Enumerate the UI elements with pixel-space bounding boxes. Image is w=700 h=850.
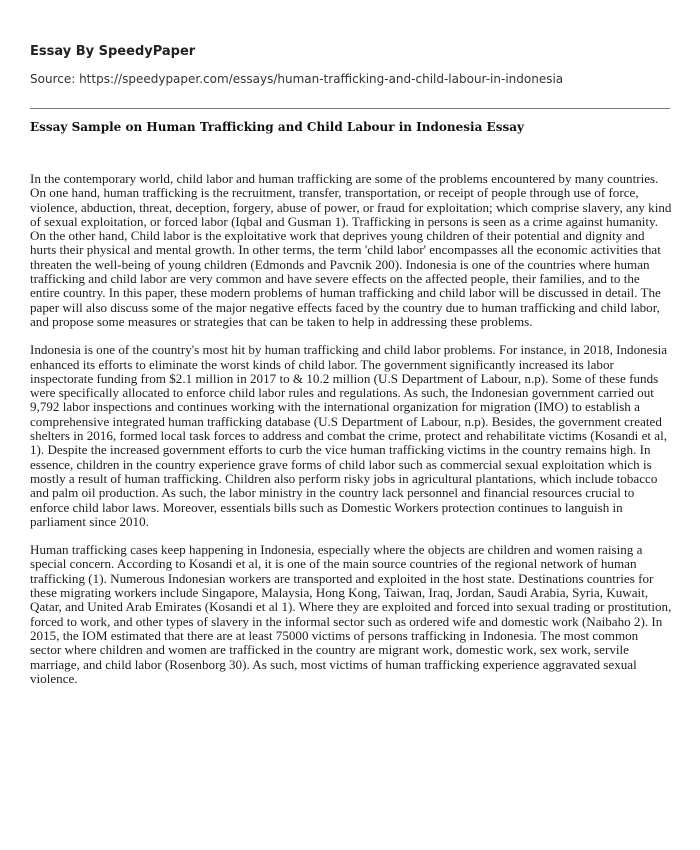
header-divider bbox=[30, 108, 670, 109]
document-source-url: Source: https://speedypaper.com/essays/human-trafficking-and-child-labour-in-indonesia bbox=[30, 72, 564, 86]
essay-paragraph-3: Human trafficking cases keep happening in Indonesia, especially where the objects are children and women raising a special concern. According to Kosandi et al, it is one of the main source countries of the regional network of human trafficking (1). Numerous Indonesian workers are transported and exploited in the host state. Destinations countries for these migrating workers include Singapore, Malaysia, Hong Kong, Taiwan, Iraq, Jordan, Saudi Arabia, Syria, Kuwait, Qatar, and United Arab Emirates (Kosandi et al 1). Where they are exploited and forced into sexual trading or prostitution, forced to work, and other types of slavery in the informal sector such as ordered wife and domestic work (Naibaho 2). In 2015, the IOM estimated that there are at least 75000 victims of persons trafficking in Indonesia. The most common sector where children and women are trafficked in the country are migrant work, domestic work, sex work, servile marriage, and child labor (Rosenborg 30). As such, most victims of human trafficking experience aggravated sexual violence. bbox=[30, 542, 672, 686]
essay-paragraph-1: In the contemporary world, child labor and human trafficking are some of the problems encountered by many countries. On one hand, human trafficking is the recruitment, transfer, transportation, or receipt of people through use of force, violence, abduction, threat, deception, forgery, abuse of power, or fraud for exploitation; which comprise slavery, any kind of sexual exploitation, or forced labor (Iqbal and Gusman 1). Trafficking in persons is seen as a crime against humanity. On the other hand, Child labor is the exploitative work that deprives young children of their potential and dignity and hurts their physical and mental growth. In other terms, the term 'child labor' encompasses all the economic activities that threaten the well-being of young children (Edmonds and Pavcnik 200). Indonesia is one of the countries where human trafficking and child labor are very common and have severe effects on the affected people, their families, and to the entire country. In this paper, these modern problems of human trafficking and child labor will be discussed in detail. The paper will also discuss some of the major negative effects faced by the country due to human trafficking and child labor, and propose some measures or strategies that can be taken to help in addressing these problems. bbox=[30, 171, 672, 329]
essay-paragraph-2: Indonesia is one of the country's most hit by human trafficking and child labor problems. For instance, in 2018, Indonesia enhanced its efforts to eliminate the worst kinds of child labor. The government significantly increased its labor inspectorate funding from $2.1 million in 2017 to & 10.2 million (U.S Department of Labour, n.p). Some of these funds were specifically allocated to enforce child labor rules and regulations. As such, the Indonesian government carried out 9,792 labor inspections and continues working with the international organization for migration (IMO) to establish a comprehensive integrated human trafficking database (U.S Department of Labour, n.p). Besides, the government created shelters in 2016, formed local task forces to address and combat the crime, protect and rehabilitate victims (Kosandi et al, 1). Despite the increased government efforts to curb the vice human trafficking victims in the country remains high. In essence, children in the country experience grave forms of child labor such as commercial sexual exploitation which is mostly a result of human trafficking. Children also perform risky jobs in agricultural plantations, which include tobacco and palm oil production. As such, the labor ministry in the country lack personnel and financial resources crucial to enforce child labor laws. Moreover, essentials bills such as Domestic Workers protection continues to languish in parliament since 2010. bbox=[30, 342, 668, 529]
essay-body bbox=[30, 172, 672, 700]
essay-title: Essay Sample on Human Trafficking and Child Labour in Indonesia Essay bbox=[30, 120, 524, 134]
document-header-title: Essay By SpeedyPaper bbox=[30, 44, 196, 59]
